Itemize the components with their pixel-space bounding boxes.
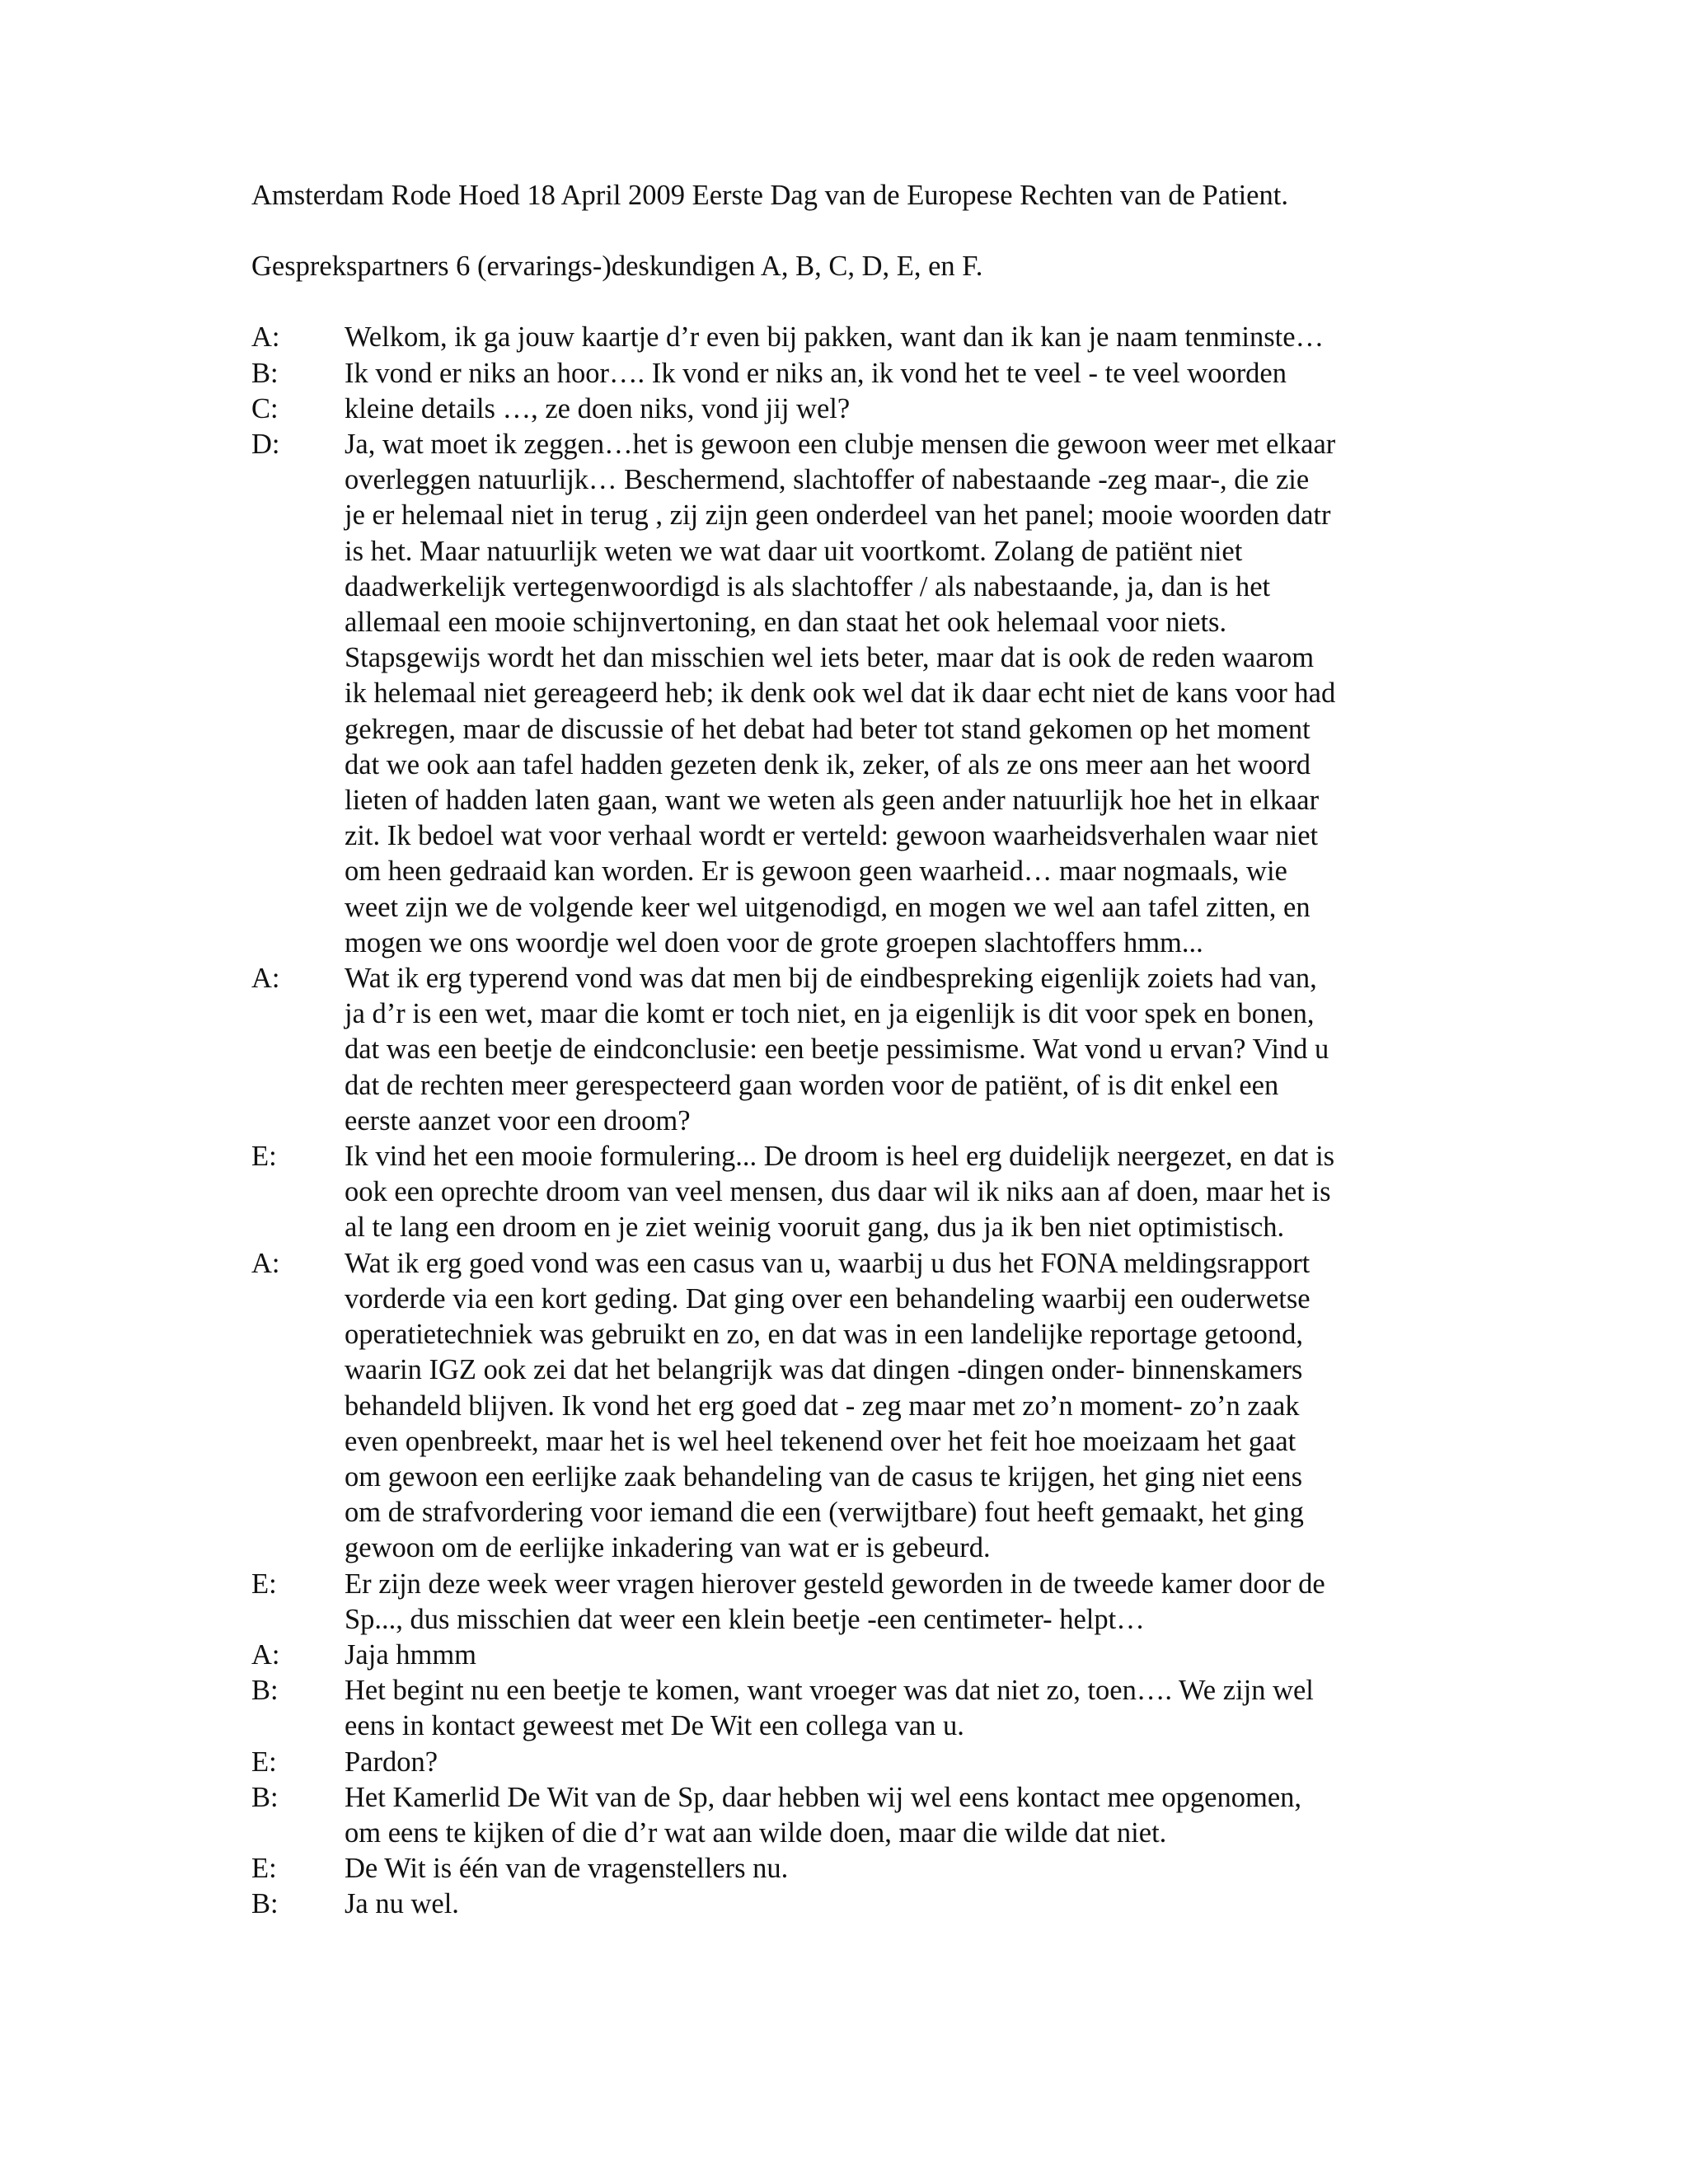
utterance-line: vorderde via een kort geding. Dat ging over een behandeling waarbij een ouderwetse <box>345 1282 1311 1315</box>
utterance-text <box>345 356 1424 391</box>
utterance-line: gekregen, maar de discussie of het debat had beter tot stand gekomen op het moment <box>345 713 1311 745</box>
utterance-line: mogen we ons woordje wel doen voor de grote groepen slachtoffers hmm... <box>345 926 1203 958</box>
utterance-line: Er zijn deze week weer vragen hierover gesteld geworden in de tweede kamer door de <box>345 1568 1325 1600</box>
utterance-line: Het Kamerlid De Wit van de Sp, daar hebben wij wel eens kontact mee opgenomen, <box>345 1781 1302 1813</box>
utterance-text <box>345 1567 1424 1638</box>
utterance-line: eerste aanzet voor een droom? <box>345 1104 691 1137</box>
utterance-line: zit. Ik bedoel wat voor verhaal wordt er verteld: gewoon waarheidsverhalen waar niet <box>345 820 1319 852</box>
transcript-turn <box>251 1851 1438 1886</box>
utterance-line: Ik vond er niks an hoor…. Ik vond er niks an, ik vond het te veel - te veel woorden <box>345 357 1287 389</box>
utterance-line: om heen gedraaid kan worden. Er is gewoon geen waarheid… maar nogmaals, wie <box>345 855 1287 888</box>
utterance-line: overleggen natuurlijk… Beschermend, slachtoffer of nabestaande -zeg maar-, die zie <box>345 464 1310 496</box>
utterance-line: operatietechniek was gebruikt en zo, en dat was in een landelijke reportage getoond, <box>345 1319 1303 1351</box>
utterance-line: om de strafvordering voor iemand die een (verwijtbare) fout heeft gemaakt, het ging <box>345 1497 1304 1529</box>
utterance-line: lieten of hadden laten gaan, want we weten als geen ander natuurlijk hoe het in elkaar <box>345 785 1320 817</box>
speaker-label: E: <box>251 1746 277 1778</box>
utterance-text <box>345 320 1424 355</box>
utterance-line: Jaja hmmm <box>345 1638 477 1671</box>
speaker-label: E: <box>251 1853 277 1885</box>
transcript-turn <box>251 356 1438 391</box>
speaker-label: C: <box>251 392 279 424</box>
utterance-line: Het begint nu een beetje te komen, want vroeger was dat niet zo, toen…. We zijn wel <box>345 1675 1314 1707</box>
utterance-line: even openbreekt, maar het is wel heel tekenend over het feit hoe moeizaam het gaat <box>345 1425 1296 1457</box>
utterance-text <box>345 1780 1424 1851</box>
utterance-text <box>345 1745 1424 1780</box>
utterance-line: eens in kontact geweest met De Wit een collega van u. <box>345 1710 964 1742</box>
utterance-line: Wat ik erg typerend vond was dat men bij de eindbespreking eigenlijk zoiets had van, <box>345 963 1317 995</box>
utterance-line: ik helemaal niet gereageerd heb; ik denk ook wel dat ik daar echt niet de kans voor had <box>345 677 1336 710</box>
transcript-turn <box>251 1886 1438 1922</box>
speaker-label: E: <box>251 1141 277 1173</box>
utterance-line: dat we ook aan tafel hadden gezeten denk ik, zeker, of als ze ons meer aan het woord <box>345 748 1311 780</box>
utterance-text <box>345 391 1424 427</box>
transcript-turn <box>251 427 1438 961</box>
utterance-text <box>345 1246 1424 1567</box>
utterance-line: Welkom, ik ga jouw kaartje d’r even bij pakken, want dan ik kan je naam tenminste… <box>345 321 1325 354</box>
transcript-turn <box>251 1139 1438 1246</box>
utterance-line: behandeld blijven. Ik vond het erg goed dat - zeg maar met zo’n moment- zo’n zaak <box>345 1390 1300 1422</box>
utterance-line: weet zijn we de volgende keer wel uitgenodigd, en mogen we wel aan tafel zitten, en <box>345 891 1311 923</box>
utterance-line: daadwerkelijk vertegenwoordigd is als slachtoffer / als nabestaande, ja, dan is het <box>345 570 1271 602</box>
utterance-line: Stapsgewijs wordt het dan misschien wel iets beter, maar dat is ook de reden waarom <box>345 642 1315 674</box>
speaker-label: A: <box>251 321 280 354</box>
utterance-line: dat de rechten meer gerespecteerd gaan worden voor de patiënt, of is dit enkel een <box>345 1069 1279 1101</box>
speaker-label: A: <box>251 963 280 995</box>
transcript-turn <box>251 1673 1438 1744</box>
utterance-line: is het. Maar natuurlijk weten we wat daar uit voortkomt. Zolang de patiënt niet <box>345 535 1243 567</box>
transcript-turn <box>251 1246 1438 1567</box>
utterance-line: ook een oprechte droom van veel mensen, dus daar wil ik niks aan af doen, maar het is <box>345 1176 1331 1208</box>
transcript-turn <box>251 961 1438 1139</box>
transcript-turn <box>251 320 1438 355</box>
utterance-text <box>345 427 1424 961</box>
utterance-line: je er helemaal niet in terug , zij zijn geen onderdeel van het panel; mooie woorden datr <box>345 499 1331 532</box>
utterance-line: Wat ik erg goed vond was een casus van u, waarbij u dus het FONA meldingsrapport <box>345 1247 1311 1279</box>
utterance-text <box>345 1886 1424 1922</box>
utterance-line: ja d’r is een wet, maar die komt er toch niet, en ja eigenlijk is dit voor spek en bonen, <box>345 998 1315 1030</box>
utterance-line: Pardon? <box>345 1746 438 1778</box>
speaker-label: E: <box>251 1568 277 1600</box>
utterance-line: om eens te kijken of die d’r wat aan wilde doen, maar die wilde dat niet. <box>345 1816 1167 1849</box>
utterance-line: Ja nu wel. <box>345 1888 459 1920</box>
utterance-line: om gewoon een eerlijke zaak behandeling van de casus te krijgen, het ging niet eens <box>345 1460 1303 1493</box>
utterance-text <box>345 1851 1424 1886</box>
utterance-line: gewoon om de eerlijke inkadering van wat er is gebeurd. <box>345 1532 991 1564</box>
utterance-line: Ja, wat moet ik zeggen…het is gewoon een clubje mensen die gewoon weer met elkaar <box>345 429 1336 461</box>
transcript-turn <box>251 1780 1438 1851</box>
speaker-label: B: <box>251 1888 279 1920</box>
utterance-line: Ik vind het een mooie formulering... De droom is heel erg duidelijk neergezet, en dat is <box>345 1141 1335 1173</box>
speaker-label: A: <box>251 1638 280 1671</box>
utterance-text <box>345 1139 1424 1246</box>
utterance-line: kleine details …, ze doen niks, vond jij wel? <box>345 392 851 424</box>
transcript-turn <box>251 1567 1438 1638</box>
utterance-line: dat was een beetje de eindconclusie: een beetje pessimisme. Wat vond u ervan? Vind u <box>345 1033 1329 1066</box>
document-title: Amsterdam Rode Hoed 18 April 2009 Eerste Dag van de Europese Rechten van de Patient. <box>251 180 1288 211</box>
utterance-line: al te lang een droom en je ziet weinig vooruit gang, dus ja ik ben niet optimistisch. <box>345 1212 1285 1244</box>
speaker-label: B: <box>251 1781 279 1813</box>
utterance-text <box>345 1638 1424 1673</box>
speaker-label: B: <box>251 357 279 389</box>
utterance-text <box>345 1673 1424 1744</box>
utterance-line: De Wit is één van de vragenstellers nu. <box>345 1853 789 1885</box>
utterance-line: Sp..., dus misschien dat weer een klein beetje -een centimeter- helpt… <box>345 1603 1145 1635</box>
utterance-line: allemaal een mooie schijnvertoning, en dan staat het ook helemaal voor niets. <box>345 607 1227 639</box>
speaker-label: A: <box>251 1247 280 1279</box>
document-page <box>251 178 1438 1923</box>
transcript-turn <box>251 1745 1438 1780</box>
participants-line: Gesprekspartners 6 (ervarings-)deskundigen A, B, C, D, E, en F. <box>251 251 983 283</box>
utterance-line: waarin IGZ ook zei dat het belangrijk was dat dingen -dingen onder- binnenskamers <box>345 1354 1303 1386</box>
transcript <box>251 320 1438 1922</box>
transcript-turn <box>251 391 1438 427</box>
transcript-turn <box>251 1638 1438 1673</box>
speaker-label: D: <box>251 429 280 461</box>
speaker-label: B: <box>251 1675 279 1707</box>
utterance-text <box>345 961 1424 1139</box>
